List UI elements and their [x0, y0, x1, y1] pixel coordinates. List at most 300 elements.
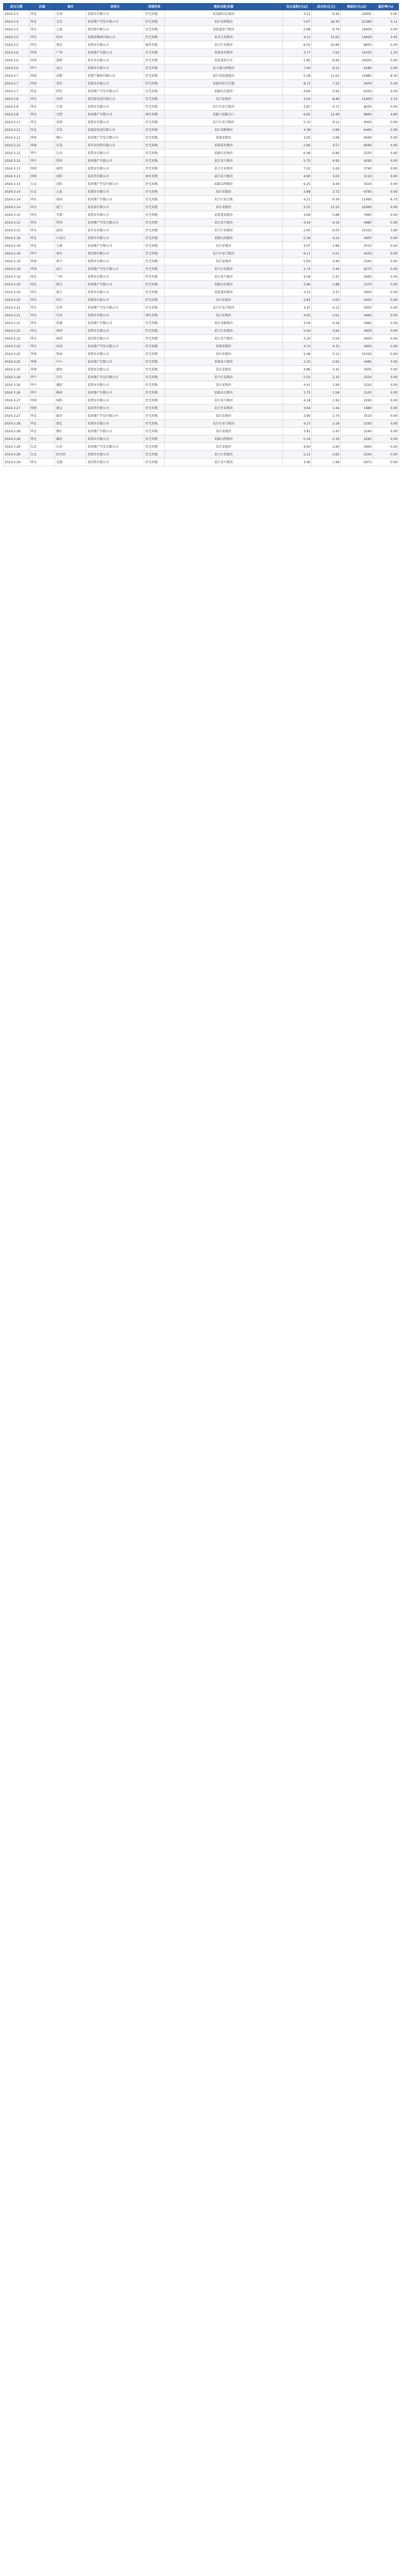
table-cell: 佛山 — [55, 134, 86, 142]
table-cell: 住宅用地 — [144, 412, 165, 420]
table-cell: 3240 — [341, 428, 373, 435]
table-cell: 2024.3.12 — [4, 142, 29, 149]
table-cell: 3.75 — [282, 389, 311, 397]
column-header: 成交日期 — [4, 4, 29, 10]
table-cell: 3.64 — [282, 404, 311, 412]
table-cell: 住宅用地 — [144, 72, 165, 80]
table-cell: 3510 — [341, 412, 373, 420]
table-cell: 5.12 — [373, 18, 398, 26]
table-cell: 苏州 — [55, 95, 86, 103]
table-row — [4, 451, 399, 459]
table-cell: 6590 — [341, 134, 373, 142]
table-cell: 4.86 — [282, 366, 311, 374]
table-cell: 某区某地块 — [164, 412, 282, 420]
table-cell: 2320 — [341, 374, 373, 381]
table-cell: 太原 — [55, 242, 86, 250]
table-row — [4, 389, 399, 397]
table-row — [4, 335, 399, 343]
table-cell: 住宅用地 — [144, 196, 165, 204]
table-cell: 0.00 — [373, 142, 398, 149]
table-cell: 2.81 — [282, 296, 311, 304]
table-cell: 哈尔滨 — [55, 451, 86, 459]
table-cell: 住宅用地 — [144, 126, 165, 134]
table-cell: 泉州 — [55, 343, 86, 350]
table-cell: 某镇某号地块 — [164, 358, 282, 366]
table-cell: 华南 — [29, 265, 55, 273]
table-cell: 6180 — [341, 64, 373, 72]
column-header: 地块名称/位置 — [164, 4, 282, 10]
table-cell: 西南 — [29, 165, 55, 173]
table-cell: 2375 — [341, 281, 373, 289]
table-cell: 住宅用地 — [144, 204, 165, 211]
table-cell: 大连 — [55, 188, 86, 196]
table-cell: 2024.3.28 — [4, 428, 29, 435]
table-cell: 某片区某地块 — [164, 451, 282, 459]
table-row — [4, 381, 399, 389]
table-cell: 4.12 — [312, 304, 341, 312]
table-cell: 0.00 — [373, 26, 398, 33]
table-cell: 0.00 — [373, 381, 398, 389]
table-row — [4, 188, 399, 196]
table-cell: 3600 — [341, 327, 373, 335]
table-cell: 7.40 — [282, 64, 311, 72]
table-cell: 某置业有限公司 — [86, 289, 144, 296]
table-cell: 住宅用地 — [144, 64, 165, 72]
table-cell: 住宅用地 — [144, 188, 165, 196]
table-cell: 6.44 — [312, 10, 341, 18]
table-cell: 住宅用地 — [144, 18, 165, 26]
table-cell: 长春 — [55, 443, 86, 451]
table-cell: 6.92 — [282, 111, 311, 118]
table-cell: 2.93 — [282, 227, 311, 234]
table-cell: 某区某号地块 — [164, 335, 282, 343]
table-row — [4, 420, 399, 428]
table-cell: 住宅用地 — [144, 296, 165, 304]
table-header — [4, 4, 399, 10]
table-cell: 某房地产开发有限公司 — [86, 412, 144, 420]
table-cell: 0.00 — [373, 319, 398, 327]
table-cell: 住宅用地 — [144, 343, 165, 350]
table-cell: 4.44 — [282, 219, 311, 227]
table-cell: 商住用地 — [144, 111, 165, 118]
table-cell: 西南 — [29, 173, 55, 180]
table-cell: 2024.3.20 — [4, 289, 29, 296]
table-cell: 6.03 — [282, 41, 311, 49]
table-cell: 绍兴 — [55, 296, 86, 304]
table-cell: 2024.3.25 — [4, 350, 29, 358]
table-cell: 2.18 — [312, 420, 341, 428]
table-cell: 2875 — [341, 459, 373, 466]
table-row — [4, 358, 399, 366]
table-row — [4, 211, 399, 219]
table-cell: 2.34 — [312, 435, 341, 443]
table-cell: 某置业有限公司 — [86, 327, 144, 335]
table-cell: 华南 — [29, 358, 55, 366]
table-cell: 华东 — [29, 95, 55, 103]
table-cell: 某区某号地块 — [164, 173, 282, 180]
table-cell: 某发展有限公司 — [86, 204, 144, 211]
table-cell: 某房地产有限公司 — [86, 196, 144, 204]
table-cell: 西北 — [29, 273, 55, 281]
table-cell: 0.00 — [373, 126, 398, 134]
table-cell: 2024.3.5 — [4, 33, 29, 41]
table-cell: 华中 — [29, 389, 55, 397]
table-cell: 5.67 — [282, 18, 311, 26]
table-cell: 华北 — [29, 242, 55, 250]
table-cell: 某实业有限公司 — [86, 57, 144, 64]
table-cell: 某街道某号地块 — [164, 26, 282, 33]
table-cell: 某置业有限公司 — [86, 118, 144, 126]
table-cell: 某路以东地块 — [164, 149, 282, 157]
table-cell: 华北 — [29, 412, 55, 420]
table-cell: 某置业有限公司 — [86, 211, 144, 219]
table-cell: 4.40 — [312, 180, 341, 188]
table-cell: 2024.3.21 — [4, 319, 29, 327]
table-cell: 住宅用地 — [144, 459, 165, 466]
table-cell: 某房地产开发有限公司 — [86, 219, 144, 227]
table-row — [4, 49, 399, 57]
table-cell: 2.66 — [282, 142, 311, 149]
table-cell: 2.86 — [312, 242, 341, 250]
table-row — [4, 273, 399, 281]
table-cell: 2.15 — [373, 95, 398, 103]
table-cell: 5.88 — [312, 211, 341, 219]
table-cell: 3.61 — [312, 312, 341, 319]
table-cell: 0.00 — [373, 265, 398, 273]
table-cell: 4.90 — [282, 173, 311, 180]
table-cell: 某区某号地块 — [164, 273, 282, 281]
table-cell: 某房地产开发有限公司 — [86, 443, 144, 451]
table-row — [4, 350, 399, 358]
table-cell: 4.38 — [282, 126, 311, 134]
table-cell: 某房地产有限公司 — [86, 242, 144, 250]
table-cell: 华中 — [29, 374, 55, 381]
table-cell: 2024.3.7 — [4, 88, 29, 95]
table-cell: 2024.3.6 — [4, 64, 29, 72]
table-cell: 0.00 — [373, 459, 398, 466]
table-cell: 西南 — [29, 397, 55, 404]
table-cell: 3.21 — [282, 10, 311, 18]
table-cell: 5.16 — [282, 435, 311, 443]
table-cell: 7.33 — [312, 80, 341, 88]
table-cell: 2024.3.28 — [4, 420, 29, 428]
table-cell: 4795 — [341, 188, 373, 196]
table-cell: 4600 — [341, 343, 373, 350]
table-cell: 2024.3.22 — [4, 335, 29, 343]
table-cell: 住宅用地 — [144, 95, 165, 103]
table-cell: 0.00 — [373, 173, 398, 180]
table-cell: 住宅用地 — [144, 33, 165, 41]
table-cell: 某路以北地块 — [164, 389, 282, 397]
table-cell: 某置业有限公司 — [86, 64, 144, 72]
table-cell: 福州 — [55, 196, 86, 204]
table-cell: 扬州 — [55, 335, 86, 343]
table-cell: 6.11 — [282, 250, 311, 258]
table-cell: 华东 — [29, 343, 55, 350]
table-cell: 5935 — [341, 304, 373, 312]
table-cell: 2024.3.12 — [4, 149, 29, 157]
table-cell: 某房地产有限公司 — [86, 428, 144, 435]
table-cell: 2295 — [341, 397, 373, 404]
table-cell: 长沙 — [55, 149, 86, 157]
table-cell: 5.29 — [282, 72, 311, 80]
table-cell: 6.80 — [312, 149, 341, 157]
table-cell: 株洲 — [55, 389, 86, 397]
table-cell: 某置业有限公司 — [86, 273, 144, 281]
table-cell: 某片区某地块 — [164, 404, 282, 412]
table-cell: 2024.3.26 — [4, 374, 29, 381]
table-cell: 杭州 — [55, 33, 86, 41]
table-cell: 2265 — [341, 435, 373, 443]
table-cell: 2024.3.27 — [4, 397, 29, 404]
table-cell: 2024.3.13 — [4, 165, 29, 173]
table-cell: 4.58 — [282, 273, 311, 281]
table-cell: 住宅用地 — [144, 180, 165, 188]
table-cell: 华东 — [29, 296, 55, 304]
table-cell: 6.05 — [312, 227, 341, 234]
table-cell: 住宅用地 — [144, 219, 165, 227]
table-cell: 某路与某路交口 — [164, 111, 282, 118]
table-cell: 某大道以南地块 — [164, 64, 282, 72]
table-cell: 东北 — [29, 188, 55, 196]
table-cell: 25690 — [341, 204, 373, 211]
table-cell: 某路以东地块 — [164, 281, 282, 289]
table-cell: 华东 — [29, 196, 55, 204]
table-cell: 某片区某号地块 — [164, 304, 282, 312]
table-cell: 3.20 — [282, 335, 311, 343]
table-cell: 住宅用地 — [144, 350, 165, 358]
table-cell: 3.02 — [282, 134, 311, 142]
table-cell: 3505 — [341, 366, 373, 374]
table-cell: 住宅用地 — [144, 26, 165, 33]
table-cell: 5250 — [341, 149, 373, 157]
table-cell: 5.69 — [312, 126, 341, 134]
table-cell: 某区某号地块 — [164, 219, 282, 227]
transaction-table — [3, 3, 399, 466]
table-cell: 0.00 — [373, 165, 398, 173]
table-cell: 0.00 — [373, 435, 398, 443]
table-cell: 0.00 — [373, 451, 398, 459]
table-cell: 5.01 — [312, 250, 341, 258]
table-cell: 8.90 — [312, 57, 341, 64]
table-cell: 华南 — [29, 366, 55, 374]
table-cell: 某房地产有限公司 — [86, 319, 144, 327]
table-cell: 7965 — [341, 211, 373, 219]
table-cell: 某置业有限公司 — [86, 149, 144, 157]
table-cell: 住宅用地 — [144, 335, 165, 343]
table-cell: 4500 — [341, 80, 373, 88]
table-cell: 温州 — [55, 227, 86, 234]
table-cell: 某投资发展有限公司 — [86, 95, 144, 103]
table-cell: 4.93 — [312, 157, 341, 165]
table-cell: 某置业有限公司 — [86, 258, 144, 265]
table-cell: 常州 — [55, 219, 86, 227]
table-cell: 某街道某地块 — [164, 211, 282, 219]
table-cell: 某置业有限公司 — [86, 188, 144, 196]
table-cell: 4.28 — [312, 319, 341, 327]
table-cell: 2220 — [341, 381, 373, 389]
table-cell: 芜湖 — [55, 459, 86, 466]
table-cell: 某片区某地块 — [164, 374, 282, 381]
table-cell: 3.59 — [282, 319, 311, 327]
table-cell: 3.45 — [373, 33, 398, 41]
table-cell: 某片区某地块 — [164, 41, 282, 49]
table-cell: 华东 — [29, 33, 55, 41]
table-cell: 3.37 — [312, 289, 341, 296]
table-cell: 西南 — [29, 80, 55, 88]
table-cell: 5.02 — [282, 374, 311, 381]
table-cell: 华中 — [29, 250, 55, 258]
table-cell: 某区某地块 — [164, 312, 282, 319]
table-cell: 8.15 — [282, 80, 311, 88]
table-cell: 华南 — [29, 134, 55, 142]
table-cell: 0.00 — [373, 404, 398, 412]
table-row — [4, 64, 399, 72]
table-cell: 5960 — [341, 319, 373, 327]
table-cell: 3.90 — [373, 227, 398, 234]
table-cell: 某镇某地块 — [164, 134, 282, 142]
table-cell: 2024.3.7 — [4, 72, 29, 80]
table-row — [4, 234, 399, 242]
table-cell: 住宅用地 — [144, 118, 165, 126]
table-cell: 5.21 — [282, 451, 311, 459]
table-cell: 某片区某号地块 — [164, 420, 282, 428]
table-cell: 华北 — [29, 435, 55, 443]
table-cell: 华东 — [29, 26, 55, 33]
table-cell: 8.30 — [373, 72, 398, 80]
table-cell: 8960 — [341, 111, 373, 118]
table-cell: 上海 — [55, 26, 86, 33]
table-cell: 10325 — [341, 227, 373, 234]
table-cell: 华东 — [29, 41, 55, 49]
table-cell: 0.00 — [373, 234, 398, 242]
table-cell: 商住用地 — [144, 312, 165, 319]
table-cell: 兰州 — [55, 273, 86, 281]
table-cell: 8950 — [341, 41, 373, 49]
table-row — [4, 459, 399, 466]
table-row — [4, 250, 399, 258]
table-cell: 某投资有限公司 — [86, 404, 144, 412]
table-cell: 0.00 — [373, 41, 398, 49]
table-cell: 0.00 — [373, 412, 398, 420]
table-cell: 3110 — [341, 173, 373, 180]
table-cell: 2024.3.15 — [4, 211, 29, 219]
table-cell: 0.00 — [373, 134, 398, 142]
table-cell: 3.12 — [282, 289, 311, 296]
table-cell: 2.48 — [282, 350, 311, 358]
table-cell: 0.00 — [373, 64, 398, 72]
table-cell: 2550 — [341, 420, 373, 428]
table-body — [4, 10, 399, 466]
table-cell: 2024.3.26 — [4, 381, 29, 389]
table-row — [4, 242, 399, 250]
table-cell: 某建设集团有限公司 — [86, 33, 144, 41]
table-cell: 7.62 — [312, 49, 341, 57]
table-cell: 2024.3.19 — [4, 265, 29, 273]
table-cell: 2024.3.18 — [4, 250, 29, 258]
table-cell: 金华 — [55, 304, 86, 312]
table-cell: 1.85 — [282, 57, 311, 64]
table-cell: 2024.3.20 — [4, 281, 29, 289]
table-cell: 12.40 — [312, 111, 341, 118]
table-cell: 潍坊 — [55, 435, 86, 443]
table-row — [4, 296, 399, 304]
table-row — [4, 374, 399, 381]
table-cell: 东莞 — [55, 142, 86, 149]
table-row — [4, 404, 399, 412]
table-cell: 3.90 — [312, 258, 341, 265]
table-cell: 东北 — [29, 443, 55, 451]
table-cell: 4.66 — [282, 88, 311, 95]
table-cell: 0.00 — [373, 397, 398, 404]
table-cell: 华中 — [29, 149, 55, 157]
table-cell: 某片区某号地块 — [164, 118, 282, 126]
table-cell: 2.92 — [312, 358, 341, 366]
table-cell: 2024.3.6 — [4, 57, 29, 64]
table-cell: 南宁 — [55, 258, 86, 265]
table-cell: 北京 — [55, 18, 86, 26]
table-cell: 2024.3.19 — [4, 258, 29, 265]
table-cell: 某区某地块 — [164, 428, 282, 435]
table-cell: 华东 — [29, 304, 55, 312]
table-cell: 2024.3.6 — [4, 49, 29, 57]
table-row — [4, 80, 399, 88]
header-row — [4, 4, 399, 10]
table-cell: 4.60 — [373, 111, 398, 118]
table-cell: 华东 — [29, 103, 55, 111]
table-cell: 某实业投资有限公司 — [86, 142, 144, 149]
table-cell: 住宅用地 — [144, 327, 165, 335]
table-cell: 2024.3.11 — [4, 134, 29, 142]
table-cell: 0.00 — [373, 350, 398, 358]
table-cell: 某房地产开发有限公司 — [86, 88, 144, 95]
table-cell: 某某路以东地块 — [164, 10, 282, 18]
table-cell: 1980 — [341, 404, 373, 412]
table-cell: 某房地产有限公司 — [86, 281, 144, 289]
table-cell: 住宅用地 — [144, 242, 165, 250]
table-cell: 住宅用地 — [144, 420, 165, 428]
table-row — [4, 88, 399, 95]
table-cell: 5.92 — [312, 88, 341, 95]
table-cell: 6000 — [341, 118, 373, 126]
table-cell: 3.96 — [282, 281, 311, 289]
table-cell: 7.02 — [282, 165, 311, 173]
table-cell: 华东 — [29, 204, 55, 211]
table-cell: 住宅用地 — [144, 10, 165, 18]
table-cell: 2.47 — [312, 428, 341, 435]
table-cell: 某区某地块 — [164, 258, 282, 265]
table-cell: 襄阳 — [55, 381, 86, 389]
table-row — [4, 26, 399, 33]
table-cell: 住宅用地 — [144, 381, 165, 389]
table-cell: 2024.3.27 — [4, 404, 29, 412]
table-cell: 华东 — [29, 111, 55, 118]
table-cell: 0.00 — [373, 420, 398, 428]
table-cell: 0.00 — [373, 343, 398, 350]
table-cell: 某投资有限公司 — [86, 250, 144, 258]
column-header: 用地性质 — [144, 4, 165, 10]
table-cell: 某区某路地块 — [164, 319, 282, 327]
table-cell: 0.00 — [373, 273, 398, 281]
table-cell: 4.35 — [312, 343, 341, 350]
land-transaction-sheet — [3, 3, 399, 466]
table-cell: 4685 — [341, 219, 373, 227]
table-cell: 2024.3.13 — [4, 173, 29, 180]
table-cell: 某片区某地块 — [164, 227, 282, 234]
table-cell: 某路以西地块 — [164, 180, 282, 188]
table-cell: 12.05 — [312, 33, 341, 41]
table-cell: 2.65 — [312, 451, 341, 459]
